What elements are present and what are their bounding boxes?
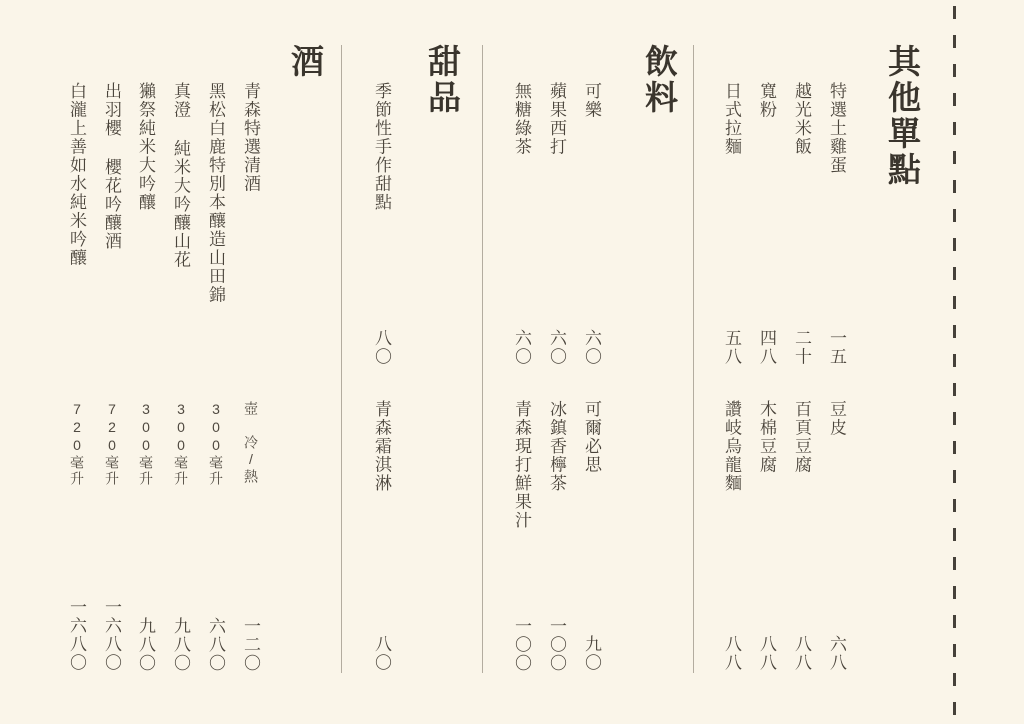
menu-item-price: 一〇〇 [512, 616, 531, 672]
menu-item-size: 300毫升 [208, 401, 224, 487]
menu-item-name: 青森現打鮮果汁 [512, 400, 531, 530]
menu-item-price: 六〇 [547, 329, 566, 366]
section-title-sake: 酒 [286, 44, 322, 80]
menu-item-name: 日式拉麵 [722, 82, 741, 156]
menu-item-name: 無糖綠茶 [512, 82, 531, 156]
menu-item-name: 獺祭純米大吟釀 [136, 82, 155, 212]
menu-item-price: 八八 [757, 635, 776, 672]
menu-item-name: 真澄 純米大吟釀山花 [171, 82, 190, 269]
menu-item-name: 讚岐烏龍麵 [722, 400, 741, 493]
column-divider [482, 45, 483, 673]
column-divider [693, 45, 694, 673]
menu-item-price: 六八 [827, 635, 846, 672]
menu-item-name: 可爾必思 [582, 400, 601, 474]
menu-item-name: 百頁豆腐 [792, 400, 811, 474]
section-title-desserts: 甜品 [423, 44, 459, 116]
menu-item-size: 300毫升 [138, 401, 154, 487]
menu-item-price: 一六八〇 [67, 598, 86, 672]
menu-item-price: 一五 [827, 329, 846, 366]
menu-item-price: 一六八〇 [102, 598, 121, 672]
menu-item-name: 特選土雞蛋 [827, 82, 846, 175]
menu-item-price: 二十 [792, 329, 811, 366]
menu-item-price: 九〇 [582, 635, 601, 672]
menu-item-price: 一〇〇 [547, 616, 566, 672]
menu-item-name: 寬粉 [757, 82, 776, 119]
menu-item-size: 720毫升 [104, 401, 120, 487]
menu-item-name: 白瀧上善如水純米吟釀 [67, 82, 86, 267]
column-divider [341, 45, 342, 673]
menu-item-size: 壺 冷/熱 [243, 401, 259, 485]
menu-item-price: 六〇 [512, 329, 531, 366]
menu-item-price: 六八〇 [206, 616, 225, 672]
section-title-drinks: 飲料 [640, 44, 676, 116]
menu-item-name: 越光米飯 [792, 82, 811, 156]
menu-item-name: 黑松白鹿特別本釀造山田錦 [206, 82, 225, 304]
menu-item-name: 出羽櫻 櫻花吟釀酒 [102, 82, 121, 251]
menu-item-name: 季節性手作甜點 [372, 82, 391, 212]
menu-item-price: 八八 [792, 635, 811, 672]
menu-item-price: 九八〇 [136, 616, 155, 672]
fold-dashed-line [953, 6, 956, 724]
menu-item-price: 九八〇 [171, 616, 190, 672]
menu-item-price: 八〇 [372, 635, 391, 672]
menu-item-name: 蘋果西打 [547, 82, 566, 156]
menu-item-price: 五八 [722, 329, 741, 366]
menu-item-name: 青森特選清酒 [241, 82, 260, 193]
menu-item-price: 八〇 [372, 329, 391, 366]
menu-item-name: 木棉豆腐 [757, 400, 776, 474]
menu-item-size: 300毫升 [173, 401, 189, 487]
menu-item-price: 八八 [722, 635, 741, 672]
menu-item-price: 四八 [757, 329, 776, 366]
section-title-other: 其他單點 [883, 44, 919, 188]
menu-item-name: 青森霜淇淋 [372, 400, 391, 493]
menu-item-name: 豆皮 [827, 400, 846, 437]
menu-item-price: 六〇 [582, 329, 601, 366]
menu-item-price: 一二〇 [241, 616, 260, 672]
menu-item-name: 冰鎮香檸茶 [547, 400, 566, 493]
menu-item-size: 720毫升 [69, 401, 85, 487]
menu-item-name: 可樂 [582, 82, 601, 119]
